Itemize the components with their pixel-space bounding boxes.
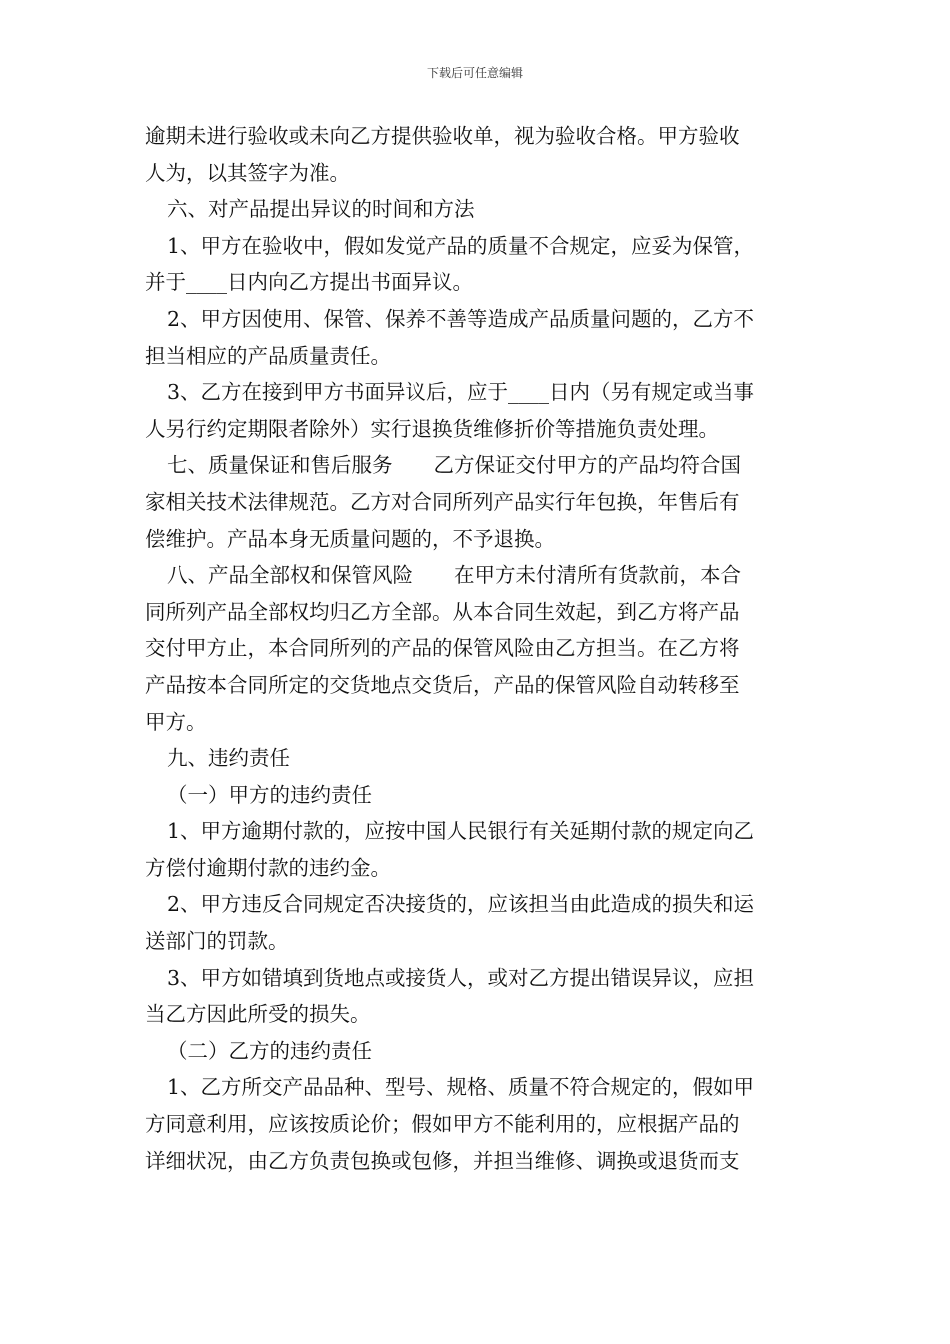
text-line: 方偿付逾期付款的违约金。 (145, 855, 391, 880)
text-line: 1、甲方在验收中，假如发觉产品的质量不合规定，应妥为保管， (167, 233, 755, 258)
text-line: （二）乙方的违约责任 (167, 1038, 372, 1063)
text-line: 1、乙方所交产品品种、型号、规格、质量不符合规定的，假如甲 (167, 1075, 755, 1100)
text-line: 九、违约责任 (167, 746, 290, 771)
text-line: 七、质量保证和售后服务 乙方保证交付甲方的产品均符合国 (167, 453, 741, 478)
text-line: 偿维护。产品本身无质量问题的，不予退换。 (145, 526, 555, 551)
text-line: 详细状况，由乙方负责包换或包修，并担当维修、调换或退货而支 (145, 1148, 740, 1173)
text-line: 3、甲方如错填到货地点或接货人，或对乙方提出错误异议，应担 (167, 965, 755, 990)
text-line: 1、甲方逾期付款的，应按中国人民银行有关延期付款的规定向乙 (167, 819, 755, 844)
text-line: 六、对产品提出异议的时间和方法 (167, 197, 475, 222)
text-line: 人为，以其签字为准。 (145, 160, 350, 185)
text-line: 3、乙方在接到甲方书面异议后，应于____日内（另有规定或当事 (167, 380, 755, 405)
text-line: 方同意利用，应该按质论价；假如甲方不能利用的，应根据产品的 (145, 1112, 740, 1137)
text-line: 甲方。 (145, 709, 207, 734)
text-line: 同所列产品全部权均归乙方全部。从本合同生效起，到乙方将产品 (145, 599, 740, 624)
text-line: 人另行约定期限者除外）实行退换货维修折价等措施负责处理。 (145, 416, 719, 441)
text-line: 担当相应的产品质量责任。 (145, 343, 391, 368)
text-line: 送部门的罚款。 (145, 929, 289, 954)
text-line: 当乙方因此所受的损失。 (145, 1002, 371, 1027)
text-line: 逾期未进行验收或未向乙方提供验收单，视为验收合格。甲方验收 (145, 124, 740, 148)
document-body (145, 118, 807, 1179)
text-line: 并于____日内向乙方提出书面异议。 (145, 270, 473, 295)
text-line: （一）甲方的违约责任 (167, 782, 372, 807)
text-line: 2、甲方因使用、保管、保养不善等造成产品质量问题的，乙方不 (167, 306, 755, 331)
text-line: 产品按本合同所定的交货地点交货后，产品的保管风险自动转移至 (145, 672, 740, 697)
text-line: 交付甲方止，本合同所列的产品的保管风险由乙方担当。在乙方将 (145, 636, 740, 661)
text-line: 2、甲方违反合同规定否决接货的，应该担当由此造成的损失和运 (167, 892, 755, 917)
text-line: 八、产品全部权和保管风险 在甲方未付清所有货款前，本合 (167, 563, 741, 588)
page-header: 下载后可任意编辑 (426, 66, 523, 80)
text-line: 家相关技术法律规范。乙方对合同所列产品实行年包换，年售后有 (145, 489, 740, 514)
